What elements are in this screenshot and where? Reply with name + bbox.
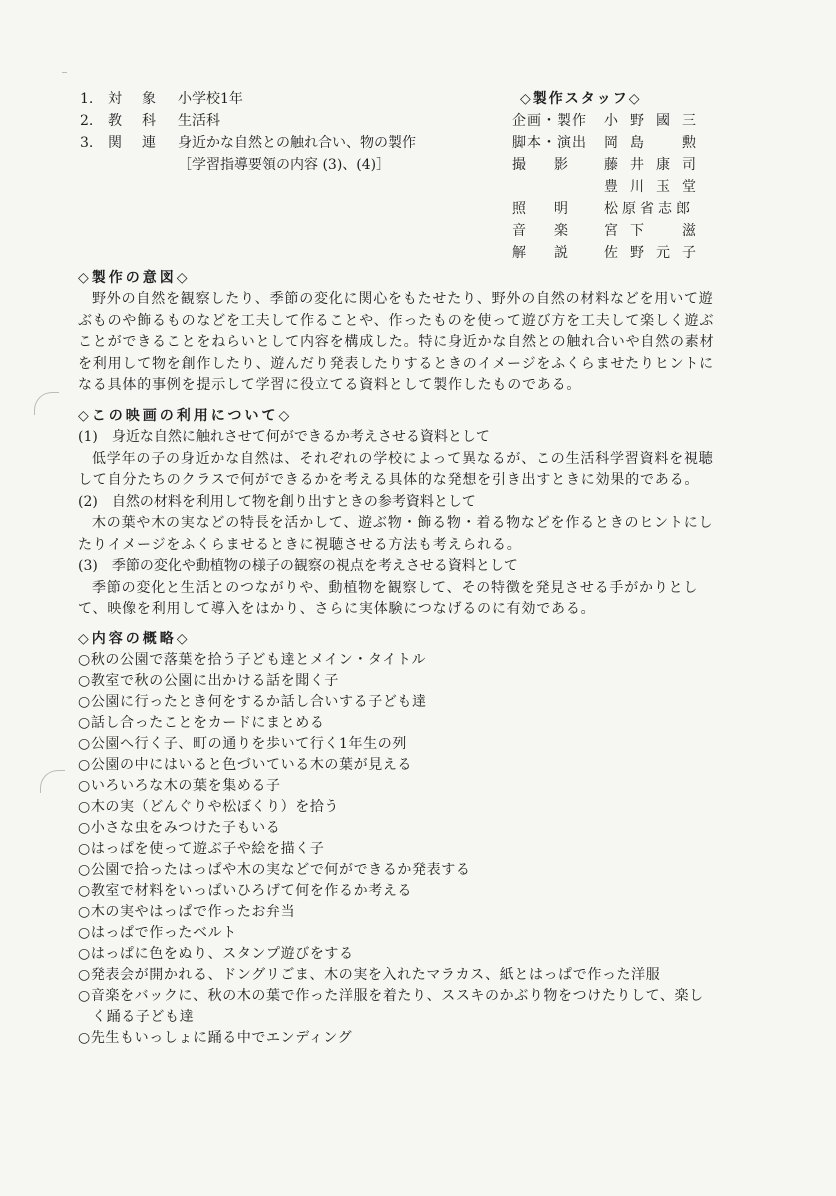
usage-item (78, 427, 718, 492)
intent-section (78, 267, 718, 397)
staff-name: 豊川玉堂 (604, 179, 708, 195)
outline-list (78, 650, 718, 1049)
list-item: ○小さな虫をみつけた子もいる (78, 820, 281, 836)
staff-name: 小野國三 (604, 113, 708, 129)
list-item: ○はっぱで作ったベルト (78, 925, 237, 941)
usage-section (78, 405, 718, 621)
meta-row-target (80, 88, 500, 110)
list-item: ○はっぱを使って遊ぶ子や絵を描く子 (78, 841, 325, 857)
staff-row (512, 110, 712, 132)
meta-block (80, 88, 500, 176)
staff-role: 撮 影 (512, 157, 568, 173)
list-item: ○教室で秋の公園に出かける話を聞く子 (78, 673, 340, 689)
staff-name: 藤井康司 (604, 157, 708, 173)
usage-item-body: 木の葉や木の実などの特長を活かして、遊ぶ物・飾る物・着る物などを作るときのヒントにしたりイメージをふくらませるときに視聴させる方法も考えられる。 (78, 515, 714, 553)
staff-role: 照 明 (512, 201, 568, 217)
meta-row-subject (80, 110, 500, 132)
staff-block (512, 88, 712, 264)
staff-row (512, 242, 712, 264)
meta-key: 対象 (108, 91, 176, 107)
staff-role: 脚本・演出 (512, 135, 587, 151)
usage-item-body: 季節の変化と生活とのつながりや、動植物を観察して、その特徴を発見させる手がかりとして、映像を利用して導入をはかり、さらに実体験につなげるのに有効である。 (78, 579, 699, 617)
meta-subvalue: ［学習指導要領の内容 (3)、(4)］ (178, 157, 391, 173)
staff-name: 宮下 滋 (604, 223, 708, 239)
staff-name: 松原省志郎 (604, 201, 694, 217)
staff-name: 佐野元子 (604, 245, 708, 261)
list-item: ○音楽をバックに、秋の木の葉で作った洋服を着たり、ススキのかぶり物をつけたりして、楽しく踊る子ども達 (78, 988, 704, 1025)
list-item: ○公園へ行く子、町の通りを歩いて行く1年生の列 (78, 736, 407, 752)
list-item: ○秋の公園で落葉を拾う子ども達とメイン・タイトル (78, 652, 427, 668)
meta-row-related (80, 132, 500, 176)
meta-number: 3. (80, 135, 94, 151)
usage-item-heading: (3) 季節の変化や動植物の様子の観察の視点を考えさせる資料として (78, 558, 518, 574)
outline-section (78, 628, 718, 1049)
meta-key: 関連 (108, 135, 176, 151)
meta-value: 小学校1年 (178, 91, 243, 107)
list-item: ○先生もいっしょに踊る中でエンディング (78, 1030, 353, 1046)
list-item: ○公園で拾ったはっぱや木の実などで何ができるか発表する (78, 862, 471, 878)
section-title: ◇製作の意図◇ (78, 270, 191, 286)
staff-role: 解 説 (512, 245, 568, 261)
list-item: ○発表会が開かれる、ドングリごま、木の実を入れたマラカス、紙とはっぱで作った洋服 (78, 967, 661, 983)
usage-item (78, 556, 718, 621)
section-title: ◇この映画の利用について◇ (78, 408, 293, 424)
meta-key: 教科 (108, 113, 176, 129)
staff-row (512, 132, 712, 154)
meta-value: 身近かな自然との触れ合い、物の製作 (178, 135, 416, 151)
meta-number: 1. (80, 91, 94, 107)
list-item: ○木の実やはっぱで作ったお弁当 (78, 904, 296, 920)
list-item: ○公園に行ったとき何をするか話し合いする子ども達 (78, 694, 427, 710)
section-title: ◇内容の概略◇ (78, 631, 191, 647)
meta-value: 生活科 (178, 113, 220, 129)
list-item: ○公園の中にはいると色づいている木の葉が見える (78, 757, 413, 773)
list-item: ○はっぱに色をぬり、スタンプ遊びをする (78, 946, 354, 962)
list-item: ○木の実（どんぐりや松ぼくり）を拾う (78, 799, 340, 815)
staff-row (512, 198, 712, 220)
margin-tick (62, 72, 67, 73)
scan-mark (40, 770, 65, 793)
staff-row (512, 154, 712, 176)
meta-number: 2. (80, 113, 94, 129)
usage-item-heading: (2) 自然の材料を利用して物を創り出すときの参考資料として (78, 493, 476, 510)
staff-row (512, 220, 712, 242)
usage-item-heading: (1) 身近な自然に触れさせて何ができるか考えさせる資料として (78, 429, 490, 445)
scan-mark (34, 392, 59, 415)
list-item: ○いろいろな木の葉を集める子 (78, 778, 281, 794)
list-item: ○教室で材料をいっぱいひろげて何を作るか考える (78, 883, 413, 899)
staff-name: 岡島 勲 (604, 135, 708, 151)
staff-role: 音 楽 (512, 223, 568, 239)
staff-row (512, 176, 712, 198)
usage-item-body: 低学年の子の身近かな自然は、それぞれの学校によって異なるが、この生活科学習資料を視聴して自分たちのクラスで何ができるかを考える具体的な発想を引き出すときに効果的である。 (78, 450, 714, 488)
list-item: ○話し合ったことをカードにまとめる (78, 715, 325, 731)
staff-title: ◇製作スタッフ◇ (520, 91, 642, 107)
staff-role: 企画・製作 (512, 113, 587, 129)
intent-paragraph: 野外の自然を観察したり、季節の変化に関心をもたせたり、野外の自然の材料などを用いて遊ぶものや飾るものなどを工夫して作ることや、作ったものを使って遊び方を工夫して楽しく遊ぶことができることをねらいとして内容を構成した。特に身近かな自然との触れ合いや自然の素材を利用して物を創作したり、遊んだり発表したりするときのイメージをふくらませたりヒントになる具体的事例を提示して学習に役立てる資料として製作したものである。 (78, 291, 715, 393)
usage-item (78, 492, 718, 557)
